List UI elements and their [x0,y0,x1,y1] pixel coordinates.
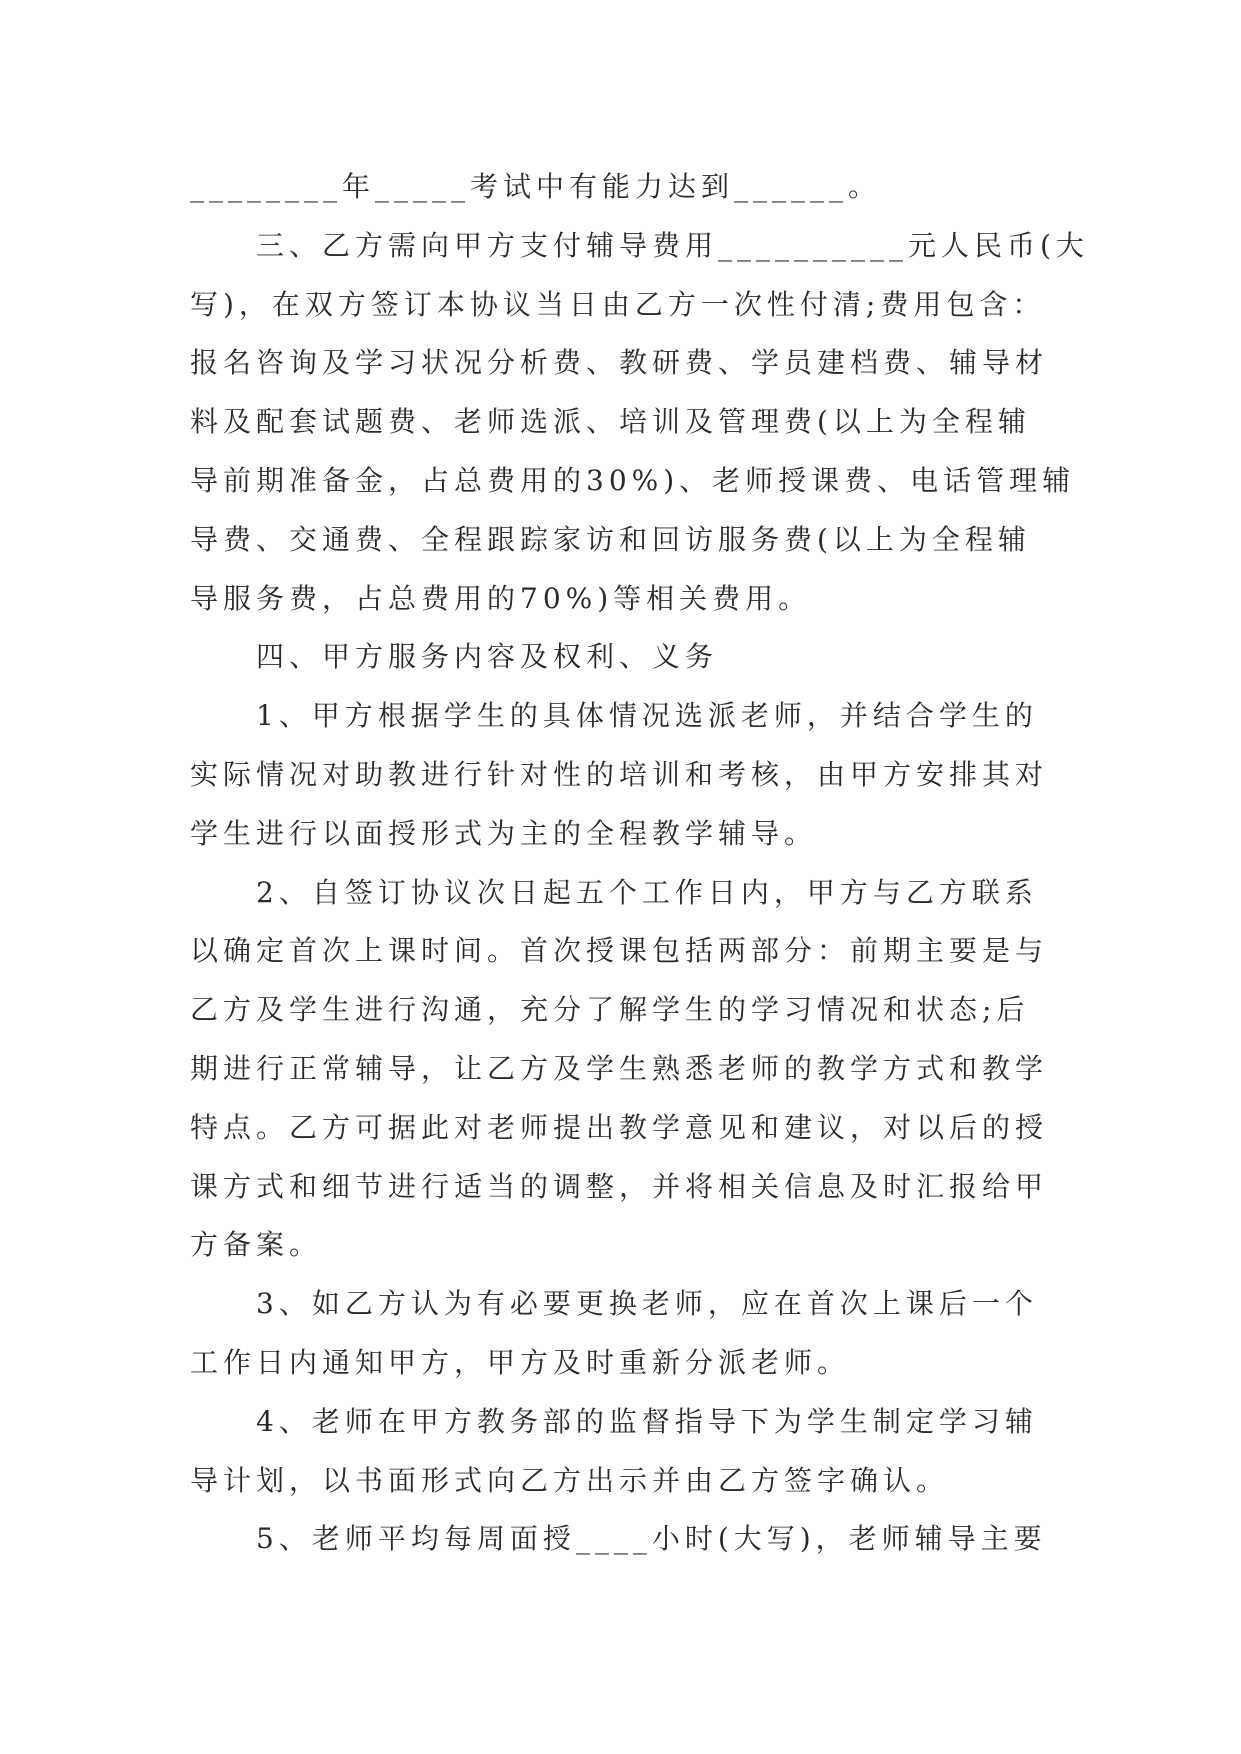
text-line: 5、老师平均每周面授____小时(大写)，老师辅导主要 [256,1522,1047,1556]
text-line: 1、甲方根据学生的具体情况选派老师，并结合学生的 [256,699,1038,733]
text-line: 导计划，以书面形式向乙方出示并由乙方签字确认。 [190,1463,950,1497]
text-line: 四、甲方服务内容及权利、义务 [256,640,719,674]
document-body [190,158,1150,1569]
text-line: 课方式和细节进行适当的调整，并将相关信息及时汇报给甲 [190,1169,1049,1203]
text-line: 期进行正常辅导，让乙方及学生熟悉老师的教学方式和教学 [190,1051,1049,1085]
text-line: 导前期准备金，占总费用的30%)、老师授课费、电话管理辅 [190,463,1076,497]
text-line: 2、自签订协议次日起五个工作日内，甲方与乙方联系 [256,875,1038,909]
paragraph-item-5 [190,1510,1150,1569]
text-line: 料及配套试题费、老师选派、培训及管理费(以上为全程辅 [190,405,1031,439]
text-line: 4、老师在甲方教务部的监督指导下为学生制定学习辅 [256,1404,1038,1438]
paragraph-clause-3-fees [190,217,1150,629]
paragraph-item-2 [190,864,1150,1276]
text-line: 报名咨询及学习状况分析费、教研费、学员建档费、辅导材 [190,346,1049,380]
text-line: 3、如乙方认为有必要更换老师，应在首次上课后一个 [256,1287,1038,1321]
section-heading-clause-4 [190,628,1150,687]
text-line: 写)，在双方签订本协议当日由乙方一次性付清;费用包含： [190,287,1046,321]
text-line: 学生进行以面授形式为主的全程教学辅导。 [190,816,818,850]
paragraph-item-4 [190,1393,1150,1511]
paragraph-continuation [190,158,1150,217]
text-line: 特点。乙方可据此对老师提出教学意见和建议，对以后的授 [190,1110,1049,1144]
text-line: 导服务费，占总费用的70%)等相关费用。 [190,581,812,615]
text-line: 方备案。 [190,1228,323,1262]
text-line: 实际情况对助教进行针对性的培训和考核，由甲方安排其对 [190,757,1049,791]
text-line: 乙方及学生进行沟通，充分了解学生的学习情况和状态;后 [190,993,1030,1027]
text-line: 以确定首次上课时间。首次授课包括两部分：前期主要是与 [190,934,1049,968]
paragraph-item-1 [190,687,1150,863]
text-line: 工作日内通知甲方，甲方及时重新分派老师。 [190,1345,851,1379]
text-line: 三、乙方需向甲方支付辅导费用__________元人民币(大 [256,228,1089,262]
text-line: 导费、交通费、全程跟踪家访和回访服务费(以上为全程辅 [190,522,1031,556]
text-line: ________年_____考试中有能力达到______。 [190,170,882,203]
paragraph-item-3 [190,1275,1150,1393]
